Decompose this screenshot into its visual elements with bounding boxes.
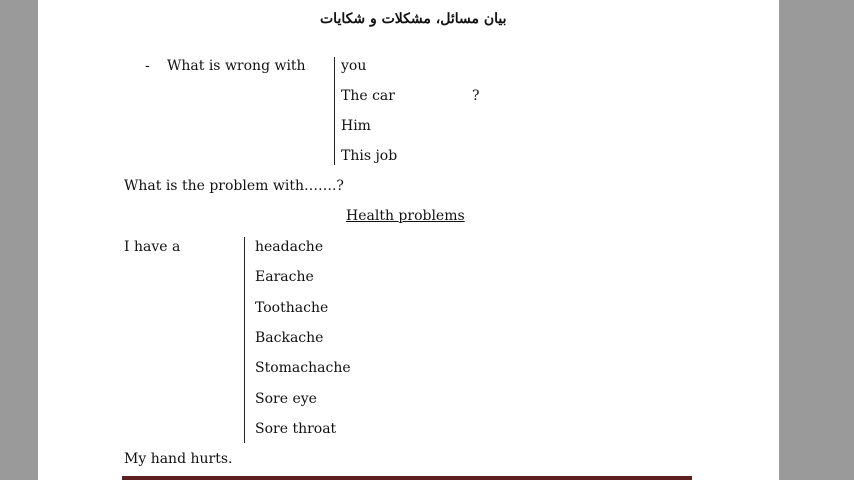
bottom-color-bar — [122, 476, 692, 480]
health-item: Toothache — [255, 300, 329, 316]
health-problems-heading: Health problems — [346, 208, 465, 224]
option-you: you — [341, 58, 367, 74]
health-item: Stomachache — [255, 360, 351, 376]
health-item: headache — [255, 239, 324, 255]
question-mark: ? — [472, 88, 480, 104]
closing-line: My hand hurts. — [124, 451, 233, 467]
health-item: Sore throat — [255, 421, 337, 437]
i-have-a-stem: I have a — [124, 239, 181, 255]
bullet-dash: - — [145, 58, 150, 74]
page-title: بیان مسائل، مشکلات و شکایات — [320, 11, 507, 27]
problem-with-line: What is the problem with…….? — [124, 178, 344, 194]
divider-line-1 — [334, 57, 335, 165]
option-this-job: This job — [341, 148, 398, 164]
health-item: Backache — [255, 330, 324, 346]
health-item: Earache — [255, 269, 314, 285]
divider-line-2 — [244, 237, 245, 443]
option-him: Him — [341, 118, 371, 134]
health-item: Sore eye — [255, 391, 317, 407]
wrong-with-stem: What is wrong with — [167, 58, 306, 74]
document-page — [38, 0, 779, 480]
option-the-car: The car — [341, 88, 395, 104]
